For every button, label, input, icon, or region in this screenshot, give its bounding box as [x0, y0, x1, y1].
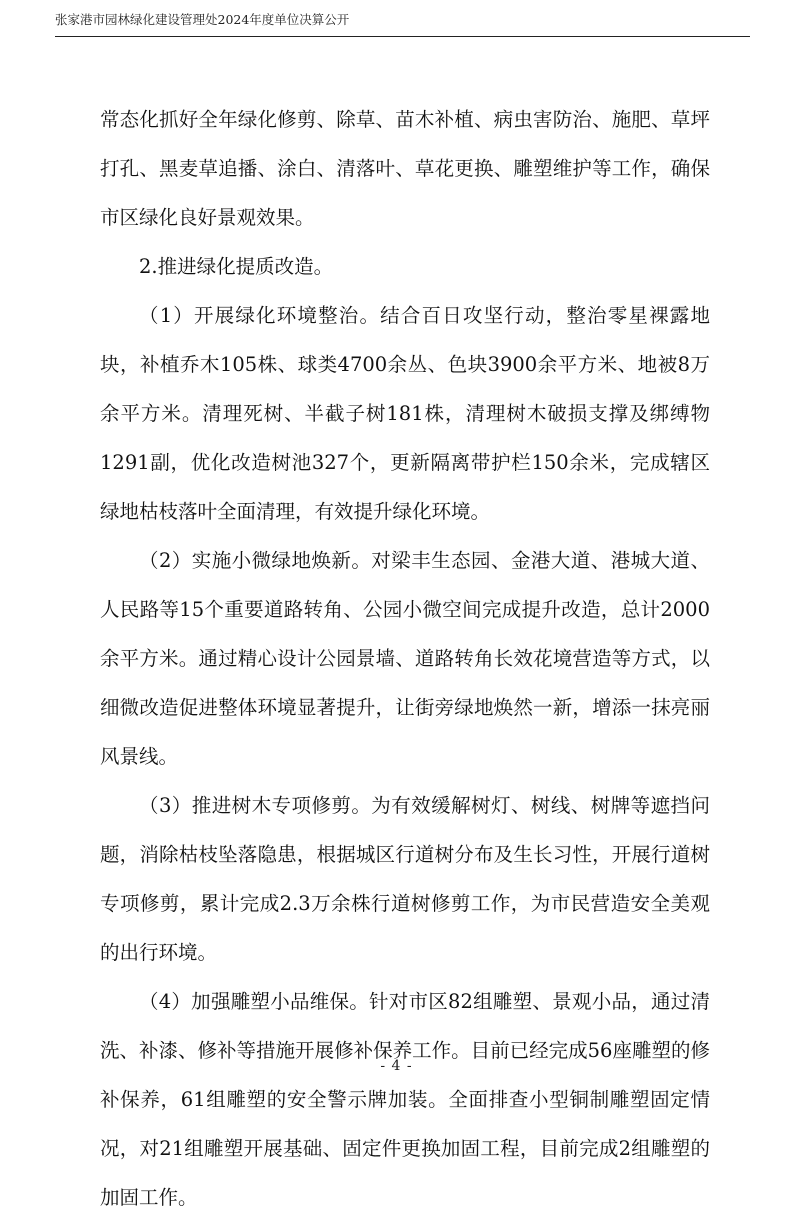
paragraph-environment-rectification: （1）开展绿化环境整治。结合百日攻坚行动，整治零星裸露地块，补植乔木105株、球类4700余丛、色块3900余平方米、地被8万余平方米。清理死树、半截子树181株，清理树木破损支撑及绑缚物1291副，优化改造树池327个，更新隔离带护栏150余米，完成辖区绿地枯枝落叶全面清理，有效提升绿化环境。 — [100, 304, 710, 523]
header-divider — [55, 36, 750, 37]
paragraph-sculpture-maintenance: （4）加强雕塑小品维保。针对市区82组雕塑、景观小品，通过清洗、补漆、修补等措施开展修补保养工作。目前已经完成56座雕塑的修补保养，61组雕塑的安全警示牌加装。全面排查小型铜制雕塑固定情况，对21组雕塑开展基础、固定件更换加固工程，目前完成2组雕塑的加固工作。 — [100, 990, 710, 1209]
paragraph-maintenance: 常态化抓好全年绿化修剪、除草、苗木补植、病虫害防治、施肥、草坪打孔、黑麦草追播、涂白、清落叶、草花更换、雕塑维护等工作，确保市区绿化良好景观效果。 — [100, 108, 710, 229]
page-number: - 4 - — [380, 1058, 413, 1074]
document-body — [100, 95, 710, 1222]
section-heading-greening-upgrade: 2.推进绿化提质改造。 — [139, 255, 334, 278]
paragraph-tree-pruning: （3）推进树木专项修剪。为有效缓解树灯、树线、树牌等遮挡问题，消除枯枝坠落隐患，根据城区行道树分布及生长习性，开展行道树专项修剪，累计完成2.3万余株行道树修剪工作，为市民营造安全美观的出行环境。 — [100, 794, 710, 964]
paragraph-micro-green-renewal: （2）实施小微绿地焕新。对梁丰生态园、金港大道、港城大道、人民路等15个重要道路转角、公园小微空间完成提升改造，总计2000余平方米。通过精心设计公园景墙、道路转角长效花境营造等方式，以细微改造促进整体环境显著提升，让街旁绿地焕然一新，增添一抹亮丽风景线。 — [100, 549, 710, 768]
running-header: 张家港市园林绿化建设管理处2024年度单位决算公开 — [55, 12, 350, 27]
